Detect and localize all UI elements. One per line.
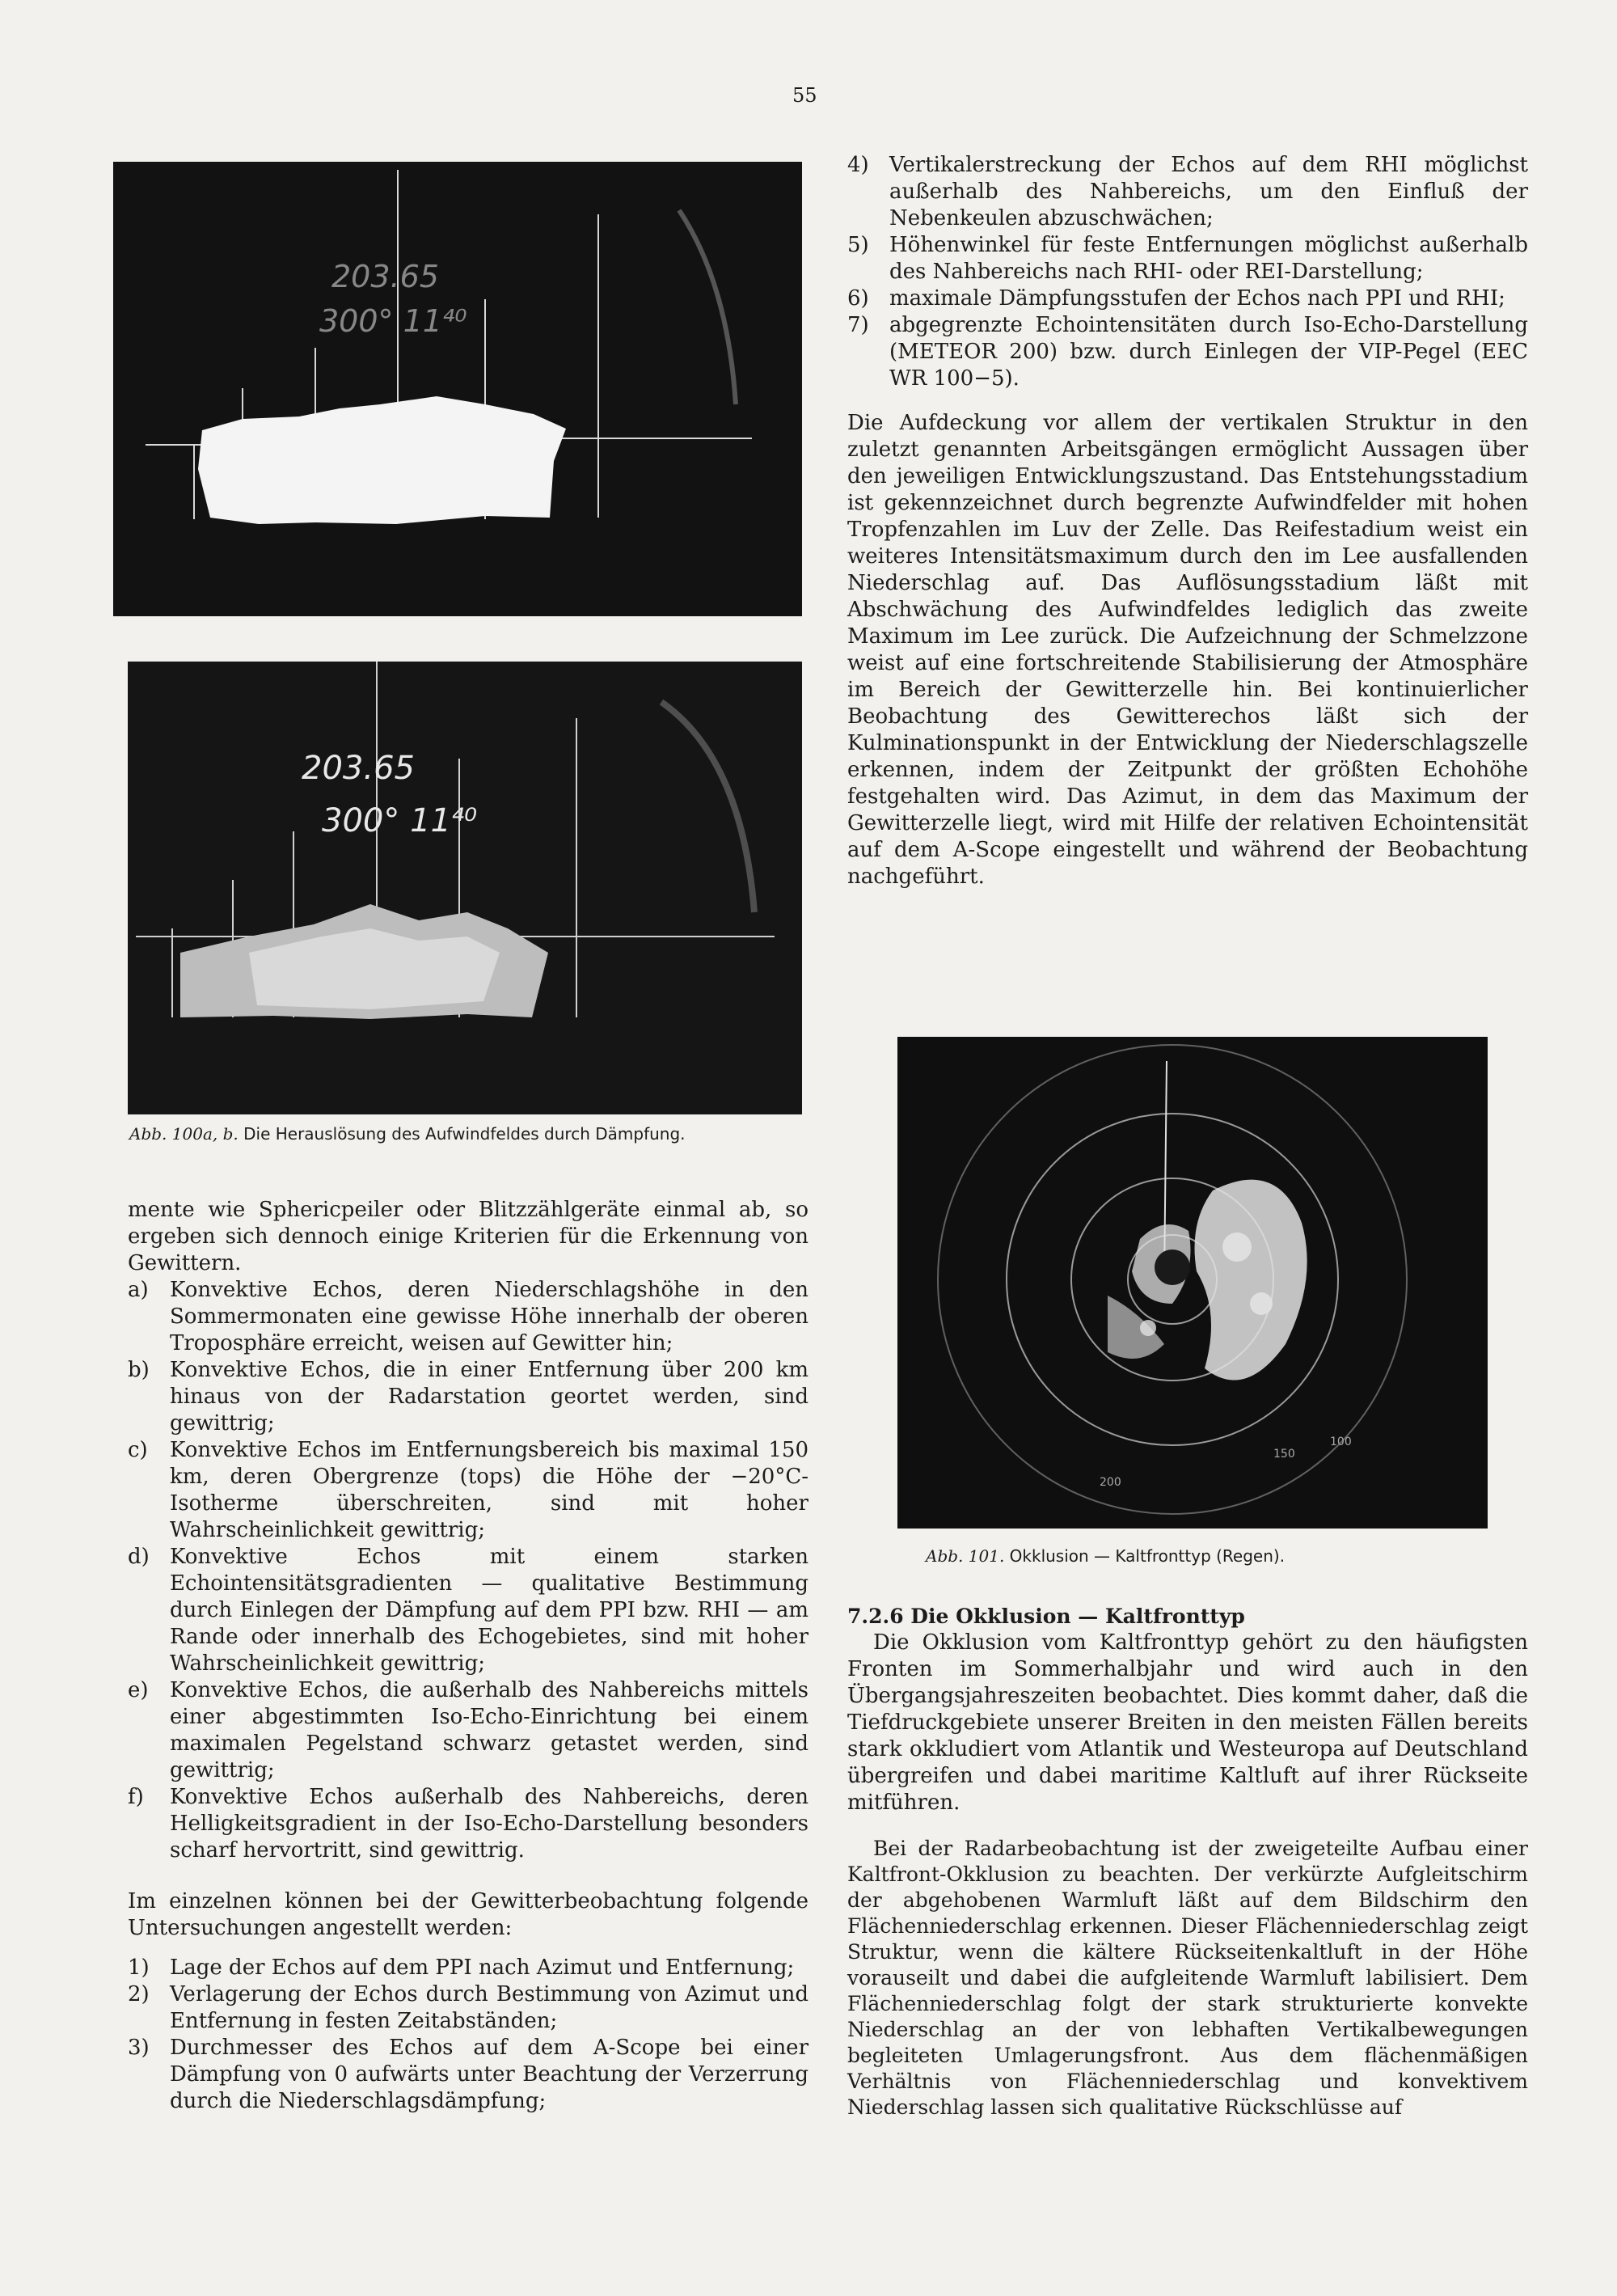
fig-100a-annotation-1: 203.65 <box>331 259 439 294</box>
structure-paragraph: Die Aufdeckung vor allem der vertikalen Struktur in den zuletzt genannten Arbeitsgängen ermöglicht Aussagen über den jeweiligen Entwicklungszustand. Das Entstehungsstadium ist gekennzeichnet durch begrenzte Aufwindfelder mit hohen Tropfenzahlen im Luv der Zelle. Das Reifestadium weist ein weiteres Intensitätsmaximum durch den im Lee ausfallenden Niederschlag auf. Das Auflösungsstadium läßt mit Abschwächung des Aufwindfeldes lediglich das zweite Maximum im Lee zurück. Die Aufzeichnung der Schmelzzone weist auf eine fortschreitende Stabilisierung der Atmosphäre im Bereich der Gewitterzelle hin. Bei kontinuierlicher Beobachtung des Gewitterechos läßt sich der Kulminationspunkt in der Entwicklung der Niederschlagszelle erkennen, indem der Zeitpunkt der größten Echohöhe festgehalten wird. Das Azimut, in dem das Maximum der Gewitterzelle liegt, wird mit Hilfe der relativen Echointensität auf dem A-Scope eingestellt und während der Beobachtung nachgeführt. <box>847 411 1528 889</box>
criteria-item: e) Konvektive Echos, die außerhalb des Nahbereichs mittels einer abgestimmten Iso-Echo-Einrichtung bei einem maximalen Pegelstand schwarz getastet werden, sind gewittrig; <box>128 1678 808 1782</box>
figure-101-caption <box>926 1546 1492 1566</box>
criteria-item: a) Konvektive Echos, deren Niederschlagshöhe in den Sommermonaten eine gewisse Höhe innerhalb der oberen Troposphäre erreicht, weisen auf Gewitter hin; <box>128 1278 808 1355</box>
left-intro-paragraph: mente wie Sphericpeiler oder Blitzzählgeräte einmal ab, so ergeben sich dennoch einige Kriterien für die Erkennung von Gewittern. <box>128 1198 808 1275</box>
investigation-item: 4) Vertikalerstreckung der Echos auf dem RHI möglichst außerhalb des Nahbereichs, um den Einfluß der Nebenkeulen abzuschwächen; <box>847 153 1528 230</box>
figure-100a-rhi-photo <box>113 162 802 616</box>
criteria-item: f) Konvektive Echos außerhalb des Nahbereichs, deren Helligkeitsgradient in der Iso-Echo-Darstellung besonders scharf hervortritt, sind gewittrig. <box>128 1785 808 1863</box>
investigation-item: 6) maximale Dämpfungsstufen der Echos nach PPI und RHI; <box>847 286 1505 311</box>
fig-100b-annotation-2: 300° 11⁴⁰ <box>322 802 478 839</box>
investigation-item: 5) Höhenwinkel für feste Entfernungen möglichst außerhalb des Nahbereichs nach RHI- oder REI-Darstellung; <box>847 233 1528 284</box>
ppi-range-label: 100 <box>1330 1436 1352 1448</box>
occlusion-paragraph: Die Okklusion vom Kaltfronttyp gehört zu den häufigsten Fronten im Sommerhalbjahr und wird auch in den Übergangsjahreszeiten beobachtet. Dies kommt daher, daß die Tiefdruckgebiete unserer Breiten in den meisten Fällen bereits stark okkludiert vom Atlantik und Westeuropa auf Deutschland übergreifen und dabei maritime Kaltluft auf ihrer Rückseite mitführen. <box>847 1630 1528 1815</box>
investigations-list <box>128 1955 808 2115</box>
investigations-list-continued <box>847 152 1528 392</box>
investigation-item: 2) Verlagerung der Echos durch Bestimmung von Azimut und Entfernung in festen Zeitabständen; <box>128 1982 808 2033</box>
figure-101-caption-text: Okklusion — Kaltfronttyp (Regen). <box>1009 1546 1286 1566</box>
figure-100b-rhi-photo <box>128 662 802 1114</box>
investigation-item: 7) abgegrenzte Echointensitäten durch Iso-Echo-Darstellung (METEOR 200) bzw. durch Einlegen der VIP-Pegel (EEC WR 100−5). <box>847 313 1528 391</box>
figure-101-caption-label: Abb. 101. <box>926 1546 1005 1566</box>
right-column-top <box>847 152 1528 890</box>
figure-101-ppi-photo <box>897 1037 1488 1529</box>
fig-100a-annotation-2: 300° 11⁴⁰ <box>319 303 467 339</box>
criteria-item: d) Konvektive Echos mit einem starken Echointensitätsgradienten — qualitative Bestimmung durch Einlegen der Dämpfung auf dem PPI bzw. RHI — am Rande oder innerhalb des Echogebietes, sind mit hoher Wahrscheinlichkeit gewittrig; <box>128 1545 808 1676</box>
investigation-item: 3) Durchmesser des Echos auf dem A-Scope bei einer Dämpfung von 0 aufwärts unter Beachtung der Verzerrung durch die Niederschlagsdämpfung; <box>128 2036 808 2113</box>
criteria-item: b) Konvektive Echos, die in einer Entfernung über 200 km hinaus von der Radarstation geortet werden, sind gewittrig; <box>128 1358 808 1436</box>
page-number: 55 <box>792 84 817 107</box>
investigations-intro: Im einzelnen können bei der Gewitterbeobachtung folgende Untersuchungen angestellt werden: <box>128 1889 808 1940</box>
fig-100b-annotation-1: 203.65 <box>302 750 415 787</box>
ppi-range-label: 150 <box>1273 1448 1295 1461</box>
investigation-item: 1) Lage der Echos auf dem PPI nach Azimut und Entfernung; <box>128 1956 795 1980</box>
radar-observation-paragraph: Bei der Radarbeobachtung ist der zweigeteilte Aufbau einer Kaltfront-Okklusion zu beachten. Der verkürzte Aufgleitschirm der abgehobenen Warmluft läßt auf dem Bildschirm den Flächenniederschlag erkennen. Dieser Flächenniederschlag zeigt Struktur, wenn die kältere Rückseitenkaltluft in der Höhe vorauseilt und dabei die aufgleitende Warmluft labilisiert. Dem Flächenniederschlag folgt der stark strukturierte konvekte Niederschlag an der von lebhaften Vertikalbewegungen begleiteten Umlagerungsfront. Aus dem flächenmäßigen Verhältnis von Flächenniederschlag und konvektivem Niederschlag lassen sich qualitative Rückschlüsse auf <box>847 1837 1528 2119</box>
left-column <box>128 1197 808 2115</box>
right-column-bottom <box>847 1603 1528 2121</box>
criteria-list <box>128 1277 808 1864</box>
ppi-range-label: 200 <box>1100 1476 1121 1489</box>
criteria-item: c) Konvektive Echos im Entfernungsbereich bis maximal 150 km, deren Obergrenze (tops) die Höhe der −20°C-Isotherme überschreiten, sind mit hoher Wahrscheinlichkeit gewittrig; <box>128 1438 808 1542</box>
figure-100-caption-text: Die Herauslösung des Aufwindfeldes durch Dämpfung. <box>243 1124 686 1144</box>
figure-100-caption-label: Abb. 100a, b. <box>129 1124 239 1144</box>
section-heading: 7.2.6 Die Okklusion — Kaltfronttyp <box>847 1605 1245 1628</box>
figure-100-caption <box>129 1124 802 1144</box>
